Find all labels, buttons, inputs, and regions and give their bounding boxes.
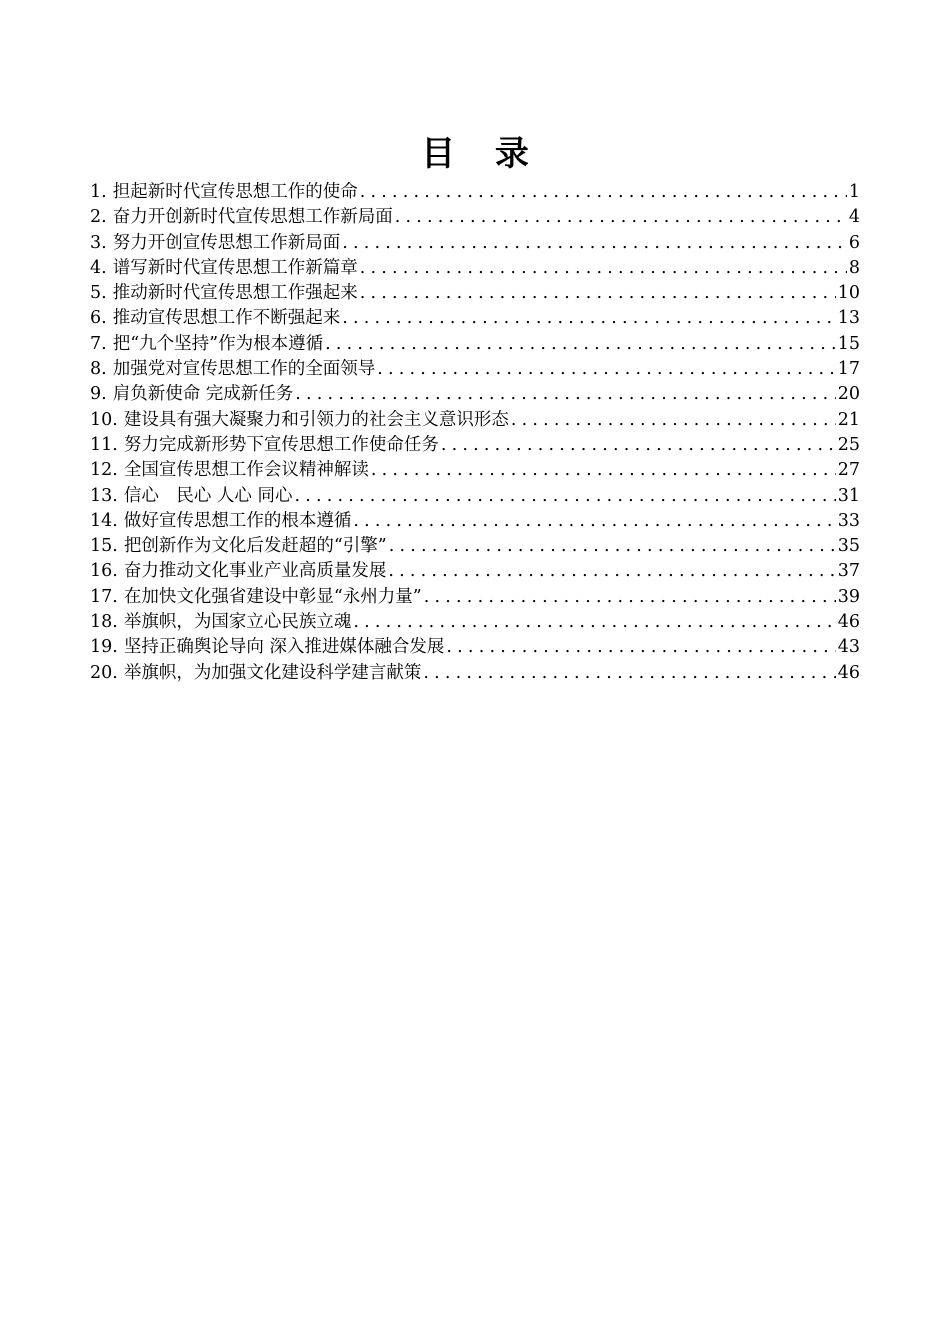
toc-dot-leader	[293, 382, 835, 407]
toc-dot-leader	[358, 180, 847, 205]
toc-entry-title[interactable]: 奋力开创新时代宣传思想工作新局面	[112, 207, 393, 228]
toc-entry-page-number: 37	[837, 561, 860, 582]
toc-entry-number: 2.	[90, 207, 107, 228]
toc-dot-leader	[393, 205, 847, 230]
toc-entry[interactable]	[90, 610, 860, 635]
toc-entry-number: 16.	[90, 561, 118, 582]
toc-entry[interactable]	[90, 281, 860, 306]
toc-entry[interactable]	[90, 458, 860, 483]
toc-entry-title[interactable]: 肩负新使命 完成新任务	[112, 384, 294, 405]
toc-entry-number: 12.	[90, 460, 118, 481]
toc-entry-page-number: 10	[837, 283, 860, 304]
toc-entry-title[interactable]: 举旗帜，为国家立心民族立魂	[123, 612, 352, 633]
toc-entry-title[interactable]: 做好宣传思想工作的根本遵循	[123, 510, 352, 531]
toc-dot-leader	[387, 534, 836, 559]
toc-entry[interactable]	[90, 408, 860, 433]
toc-entry[interactable]	[90, 509, 860, 534]
toc-dot-leader	[340, 306, 836, 331]
toc-entry-page-number: 46	[837, 662, 860, 683]
toc-entry-title[interactable]: 在加快文化强省建设中彰显“永州力量”	[123, 586, 422, 607]
toc-entry[interactable]	[90, 484, 860, 509]
toc-entry-title[interactable]: 努力完成新形势下宣传思想工作使命任务	[123, 434, 439, 455]
toc-dot-leader	[375, 357, 836, 382]
toc-entry-page-number: 20	[837, 384, 860, 405]
toc-entry-title[interactable]: 建设具有强大凝聚力和引领力的社会主义意识形态	[123, 409, 509, 430]
toc-entry-number: 4.	[90, 257, 107, 278]
toc-entry[interactable]	[90, 433, 860, 458]
toc-dot-leader	[421, 661, 835, 686]
toc-entry[interactable]	[90, 180, 860, 205]
toc-entry-page-number: 31	[837, 485, 860, 506]
toc-dot-leader	[292, 484, 835, 509]
toc-entry-number: 20.	[90, 662, 118, 683]
toc-entry-page-number: 25	[837, 434, 860, 455]
toc-entry[interactable]	[90, 661, 860, 686]
toc-entry-title[interactable]: 信心 民心 人心 同心	[123, 485, 293, 506]
toc-dot-leader	[351, 509, 835, 534]
toc-entry-number: 14.	[90, 510, 118, 531]
toc-entry-title[interactable]: 加强党对宣传思想工作的全面领导	[112, 359, 376, 380]
toc-entry-number: 13.	[90, 485, 118, 506]
toc-entry-number: 19.	[90, 637, 118, 658]
toc-entry[interactable]	[90, 256, 860, 281]
toc-title: 目 录	[421, 134, 543, 174]
toc-entry[interactable]	[90, 534, 860, 559]
toc-entry-title[interactable]: 担起新时代宣传思想工作的使命	[112, 182, 358, 202]
toc-entry-page-number: 1	[848, 182, 860, 202]
toc-dot-leader	[422, 585, 836, 610]
toc-entry-page-number: 43	[837, 637, 860, 658]
toc-dot-leader	[369, 458, 836, 483]
toc-entry[interactable]	[90, 585, 860, 610]
toc-entry-title[interactable]: 推动新时代宣传思想工作强起来	[112, 283, 358, 304]
toc-dot-leader	[340, 231, 847, 256]
toc-dot-leader	[358, 256, 847, 281]
toc-entry-page-number: 39	[837, 586, 860, 607]
toc-entry-title[interactable]: 把创新作为文化后发赶超的“引擎”	[123, 536, 387, 557]
toc-entry[interactable]	[90, 559, 860, 584]
toc-entry-page-number: 33	[837, 510, 860, 531]
toc-entry[interactable]	[90, 306, 860, 331]
toc-entry[interactable]	[90, 382, 860, 407]
toc-entry-page-number: 13	[837, 308, 860, 329]
toc-entry-title[interactable]: 推动宣传思想工作不断强起来	[112, 308, 341, 329]
toc-entry-title[interactable]: 举旗帜，为加强文化建设科学建言献策	[123, 662, 422, 683]
toc-dot-leader	[386, 559, 835, 584]
toc-entry-number: 18.	[90, 612, 118, 633]
toc-entry-title[interactable]: 努力开创宣传思想工作新局面	[112, 232, 341, 253]
toc-entry[interactable]	[90, 231, 860, 256]
toc-entry-number: 5.	[90, 283, 107, 304]
toc-entry-number: 8.	[90, 359, 107, 380]
toc-entry-number: 11.	[90, 434, 118, 455]
toc-entry-title[interactable]: 全国宣传思想工作会议精神解读	[123, 460, 369, 481]
toc-entry-title[interactable]: 把“九个坚持”作为根本遵循	[112, 333, 324, 354]
toc-entry[interactable]	[90, 332, 860, 357]
toc-entry-number: 1.	[90, 182, 107, 202]
toc-entry-page-number: 46	[837, 612, 860, 633]
toc-dot-leader	[358, 281, 836, 306]
table-of-contents	[90, 180, 860, 686]
toc-entry-number: 7.	[90, 333, 107, 354]
toc-entry-number: 15.	[90, 536, 118, 557]
toc-entry-page-number: 17	[837, 359, 860, 380]
toc-entry-page-number: 15	[837, 333, 860, 354]
toc-entry-title[interactable]: 坚持正确舆论导向 深入推进媒体融合发展	[123, 637, 445, 658]
toc-entry-number: 10.	[90, 409, 118, 430]
toc-dot-leader	[351, 610, 835, 635]
toc-entry[interactable]	[90, 357, 860, 382]
toc-entry-page-number: 6	[848, 232, 860, 253]
toc-dot-leader	[509, 408, 836, 433]
toc-entry-number: 17.	[90, 586, 118, 607]
toc-entry-number: 9.	[90, 384, 107, 405]
toc-entry[interactable]	[90, 205, 860, 230]
toc-dot-leader	[444, 635, 835, 660]
toc-entry-page-number: 4	[848, 207, 860, 228]
toc-entry-page-number: 35	[837, 536, 860, 557]
toc-entry-page-number: 27	[837, 460, 860, 481]
toc-entry-number: 6.	[90, 308, 107, 329]
toc-entry-title[interactable]: 谱写新时代宣传思想工作新篇章	[112, 257, 358, 278]
toc-entry-page-number: 8	[848, 257, 860, 278]
toc-dot-leader	[439, 433, 836, 458]
toc-dot-leader	[323, 332, 836, 357]
toc-entry-page-number: 21	[837, 409, 860, 430]
toc-entry-number: 3.	[90, 232, 107, 253]
toc-entry[interactable]	[90, 635, 860, 660]
toc-entry-title[interactable]: 奋力推动文化事业产业高质量发展	[123, 561, 387, 582]
